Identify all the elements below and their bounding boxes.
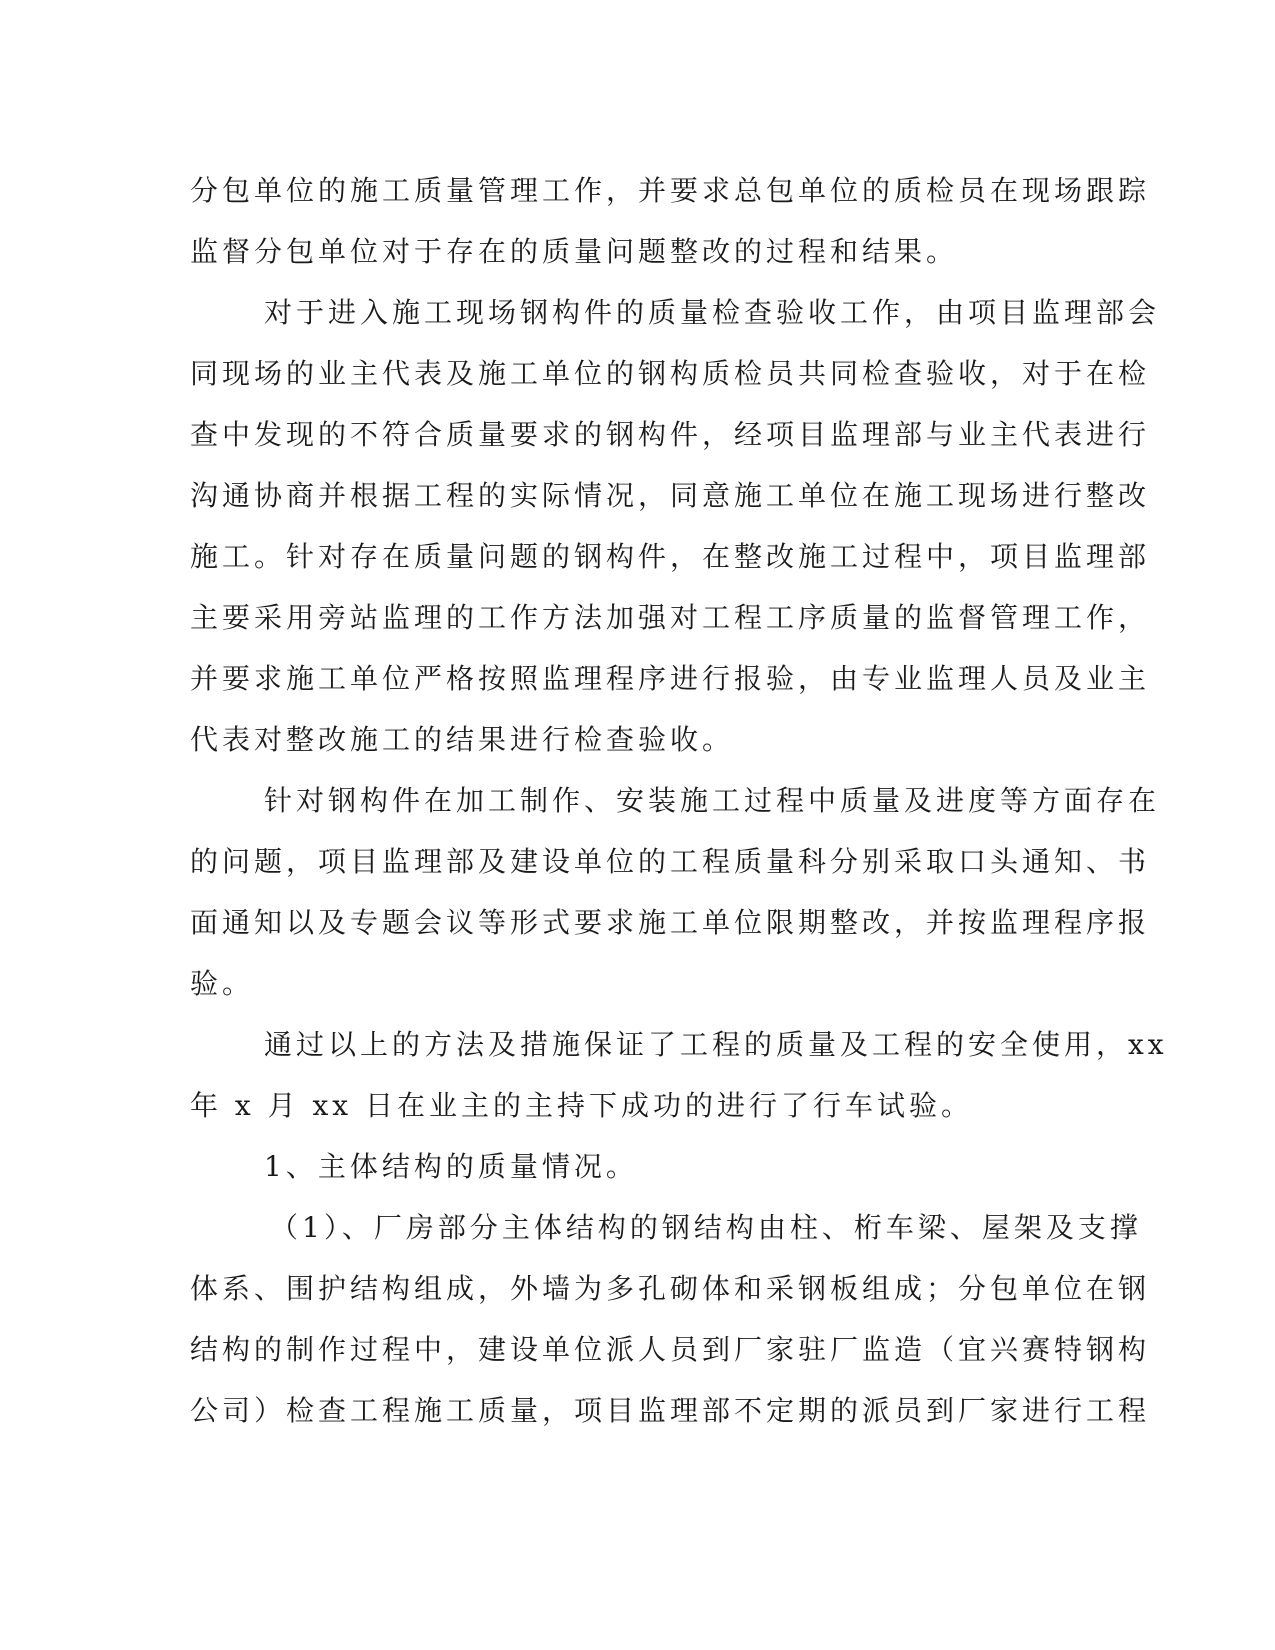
text-line: 公司）检查工程施工质量，项目监理部不定期的派员到厂家进行工程 bbox=[190, 1394, 1151, 1427]
text-line: 并要求施工单位严格按照监理程序进行报验，由专业监理人员及业主 bbox=[190, 662, 1151, 695]
text-line: 的问题，项目监理部及建设单位的工程质量科分别采取口头通知、书 bbox=[190, 845, 1151, 878]
paragraph-start-line: 通过以上的方法及措施保证了工程的质量及工程的安全使用，xx bbox=[264, 1028, 1168, 1061]
paragraph-start-line: 针对钢构件在加工制作、安装施工过程中质量及进度等方面存在 bbox=[264, 784, 1161, 817]
text-line: 体系、围护结构组成，外墙为多孔砌体和采钢板组成；分包单位在钢 bbox=[190, 1272, 1151, 1305]
text-line: 分包单位的施工质量管理工作，并要求总包单位的质检员在现场跟踪 bbox=[190, 174, 1151, 207]
text-line: 结构的制作过程中，建设单位派人员到厂家驻厂监造（宜兴赛特钢构 bbox=[190, 1333, 1151, 1366]
text-line: 沟通协商并根据工程的实际情况，同意施工单位在施工现场进行整改 bbox=[190, 479, 1151, 512]
text-line: 验。 bbox=[190, 967, 255, 1000]
text-line: 年 x 月 xx 日在业主的主持下成功的进行了行车试验。 bbox=[190, 1089, 973, 1122]
text-line: 面通知以及专题会议等形式要求施工单位限期整改，并按监理程序报 bbox=[190, 906, 1151, 939]
text-line: 主要采用旁站监理的工作方法加强对工程工序质量的监督管理工作， bbox=[190, 601, 1151, 634]
text-line: 同现场的业主代表及施工单位的钢构质检员共同检查验收，对于在检 bbox=[190, 357, 1151, 390]
section-heading: 1、主体结构的质量情况。 bbox=[264, 1150, 638, 1183]
paragraph-start-line: （1）、厂房部分主体结构的钢结构由柱、桁车梁、屋架及支撑 bbox=[270, 1211, 1142, 1244]
text-line: 查中发现的不符合质量要求的钢构件，经项目监理部与业主代表进行 bbox=[190, 418, 1151, 451]
text-line: 代表对整改施工的结果进行检查验收。 bbox=[190, 723, 735, 756]
paragraph-start-line: 对于进入施工现场钢构件的质量检查验收工作，由项目监理部会 bbox=[264, 296, 1161, 329]
text-line: 监督分包单位对于存在的质量问题整改的过程和结果。 bbox=[190, 235, 959, 268]
body-text bbox=[190, 160, 1168, 1441]
text-line: 施工。针对存在质量问题的钢构件，在整改施工过程中，项目监理部 bbox=[190, 540, 1151, 573]
